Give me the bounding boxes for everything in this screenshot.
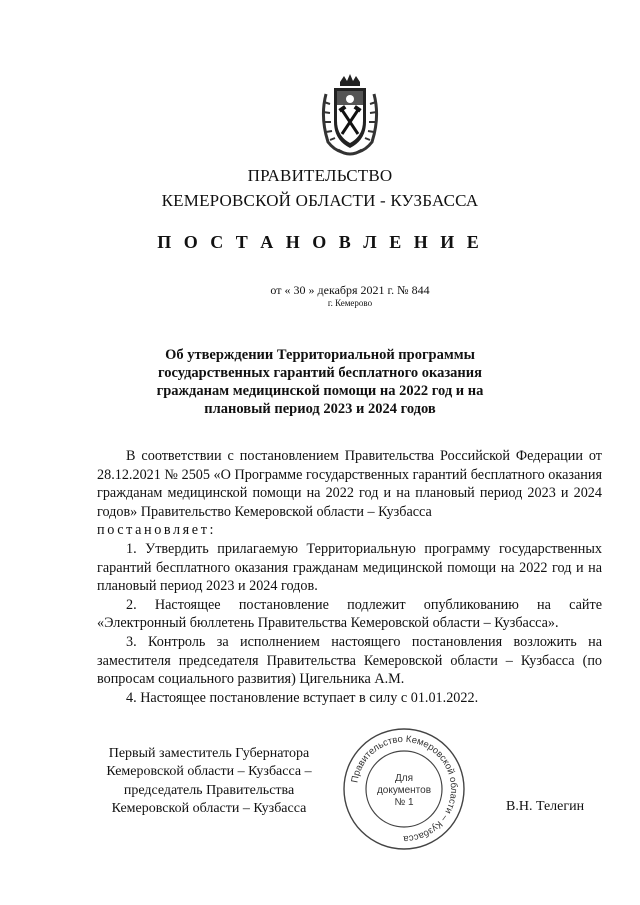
signatory-position-line: Кемеровской области – Кузбасса – [106,764,312,780]
stamp-center-line: Для [394,773,414,784]
document-body [97,447,602,707]
signatory-name: В.Н. Телегин [506,799,585,814]
subject-line: Об утверждении Территориальной программы [165,347,475,363]
date-month-year: декабря 2021 [317,283,385,297]
org-name-line2: КЕМЕРОВСКОЙ ОБЛАСТИ - КУЗБАССА [161,191,479,210]
stamp-center-line: № 1 [394,797,414,808]
resolves-word: постановляет: [97,522,217,539]
signatory-position-line: председатель Правительства [123,782,295,798]
date-mid: » [308,283,318,297]
signatory-position-line: Кемеровской области – Кузбасса [111,800,307,816]
org-name-line1: ПРАВИТЕЛЬСТВО [247,166,393,185]
date-day: 30 [290,283,309,297]
subject-line: гражданам медицинской помощи на 2022 год и на [156,383,484,399]
date-number-line [0,281,640,299]
document-type-title: П О С Т А Н О В Л Е Н И Е [157,232,483,252]
item-1-paragraph: 1. Утвердить прилагаемую Территориальную программу государственных гарантий бесплатного оказания гражданам медицинской помощи на 2022 год и на плановый период 2023 и 2024 годов. [97,540,602,595]
subject-line: государственных гарантий бесплатного оказания [158,365,482,381]
item-2-paragraph: 2. Настоящее постановление подлежит опубликованию на сайте «Электронный бюллетень Правительства Кемеровской области – Кузбасса». [97,596,602,632]
signatory-position [94,745,324,818]
item-4-paragraph: 4. Настоящее постановление вступает в силу с 01.01.2022. [126,689,479,706]
item-3-paragraph: 3. Контроль за исполнением настоящего постановления возложить на заместителя председателя Правительства Кемеровской области – Кузбасса (по вопросам социального развития) Цигельника А.М. [97,633,602,688]
subject-block [0,346,640,418]
official-stamp [340,725,468,853]
signatory-position-line: Первый заместитель Губернатора [108,746,310,761]
date-prefix: от « [270,283,291,297]
city-name: г. Кемерово [327,298,373,308]
date-suffix: г. № [384,283,412,297]
coat-of-arms-emblem [318,72,382,158]
subject-line: плановый период 2023 и 2024 годов [204,401,436,417]
preamble-paragraph: В соответствии с постановлением Правительства Российской Федерации от 28.12.2021 № 2505 «О Программе государственных гарантий бесплатного оказания гражданам медицинской помощи на 2022 год и на плановый период 2023 и 2024 годов» Правительство Кемеровской области – Кузбасса [97,448,602,520]
document-number: 844 [411,283,430,297]
stamp-center-line: документов [376,785,432,796]
stamp-ring-text: Правительство Кемеровской области – Кузбасса [349,733,460,845]
